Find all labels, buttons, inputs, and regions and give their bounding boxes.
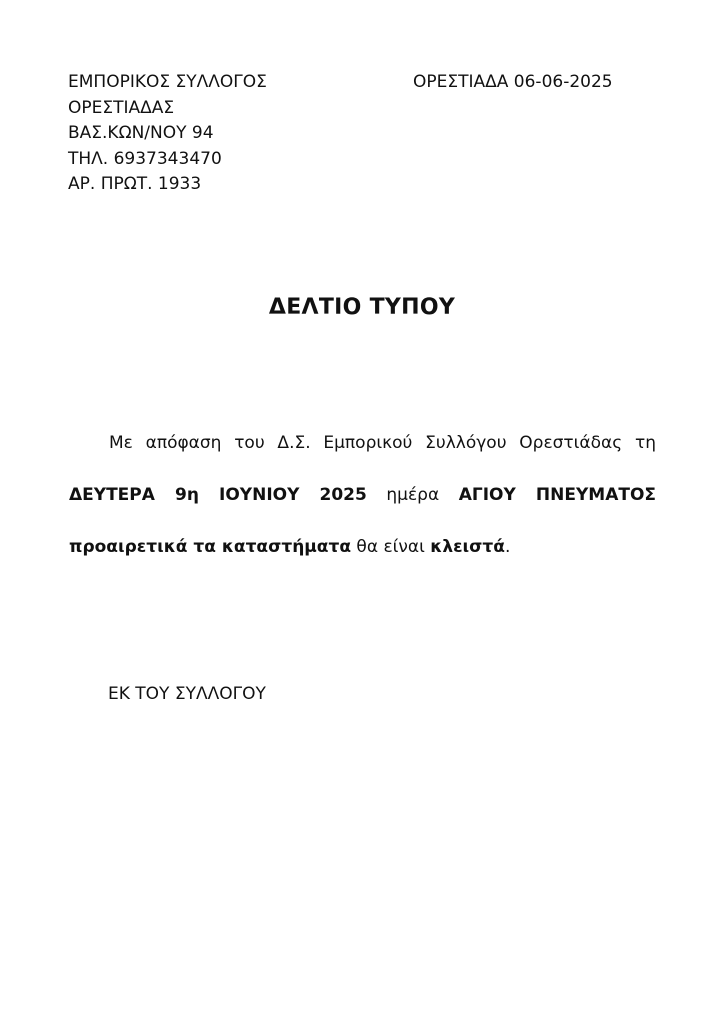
body-text-3: θα είναι: [351, 537, 431, 557]
body-holiday-bold: ΑΓΙΟΥ ΠΝΕΥΜΑΤΟΣ προαιρετικά τα καταστήματα: [69, 485, 657, 557]
sender-block: [68, 70, 267, 198]
sender-name-line1: ΕΜΠΟΡΙΚΟΣ ΣΥΛΛΟΓΟΣ: [68, 72, 267, 92]
protocol-number: ΑΡ. ΠΡΩΤ. 1933: [68, 174, 202, 194]
body-date-bold: ΔΕΥΤΕΡΑ 9η ΙΟΥΝΙΟΥ 2025: [69, 485, 367, 505]
sender-name-line2: ΟΡΕΣΤΙΑΔΑΣ: [68, 97, 175, 118]
place-date: ΟΡΕΣΤΙΑΔΑ 06-06-2025: [413, 72, 613, 92]
document-title: ΔΕΛΤΙΟ ΤΥΠΟΥ: [268, 295, 456, 320]
body-closed-bold: κλειστά: [430, 537, 505, 557]
signoff: ΕΚ ΤΟΥ ΣΥΛΛΟΓΟΥ: [108, 684, 266, 704]
body-text-4: .: [504, 537, 511, 557]
body-text-2: ημέρα: [366, 485, 459, 505]
announcement-paragraph: [69, 417, 656, 573]
sender-address: ΒΑΣ.ΚΩΝ/ΝΟΥ 94: [68, 123, 214, 143]
sender-phone: ΤΗΛ. 6937343470: [68, 148, 222, 169]
body-text-1: Με απόφαση του Δ.Σ. Εμπορικού Συλλόγου Ορεστιάδας τη: [109, 433, 656, 453]
